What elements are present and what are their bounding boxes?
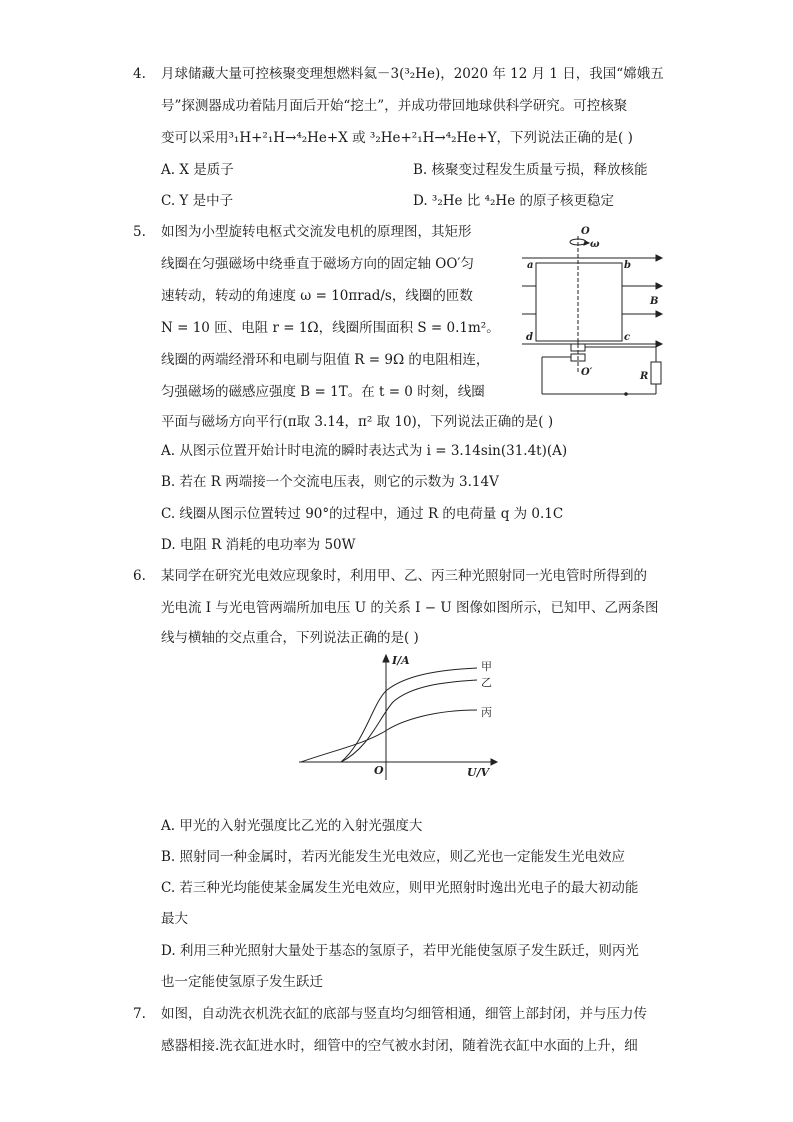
label-a: a xyxy=(527,260,534,271)
q6-line-2: 光电流 I 与光电管两端所加电压 U 的关系 I − U 图像如图所示，已知甲、乙两条图 xyxy=(161,600,659,616)
label-omega: ω xyxy=(590,239,600,250)
q7-line-1: 如图，自动洗衣机洗衣缸的底部与竖直均匀细管相通，细管上部封闭，并与压力传 xyxy=(161,1006,647,1022)
q4-option-d: D. ³₂He 比 ⁴₂He 的原子核更稳定 xyxy=(413,193,614,209)
label-c: c xyxy=(624,332,631,343)
iu-graph xyxy=(295,652,505,784)
q4-option-a: A. X 是质子 xyxy=(161,162,234,178)
label-b: b xyxy=(624,260,631,271)
q6-option-d-line-1: D. 利用三种光照射大量处于基态的氢原子，若甲光能使氢原子发生跃迁，则丙光 xyxy=(161,943,639,959)
curve-jia xyxy=(341,668,477,762)
q5-option-b: B. 若在 R 两端接一个交流电压表，则它的示数为 3.14V xyxy=(161,474,499,490)
label-O-prime: O′ xyxy=(581,367,593,378)
q6-option-c-line-2: 最大 xyxy=(161,911,188,927)
q6-option-c-line-1: C. 若三种光均能使某金属发生光电效应，则甲光照射时逸出光电子的最大初动能 xyxy=(161,880,639,896)
series-label-jia: 甲 xyxy=(481,660,492,673)
q4-line-3: 变可以采用³₁H+²₁H→⁴₂He+X 或 ³₂He+²₁H→⁴₂He+Y，下列说法正确的是( ) xyxy=(161,130,633,146)
q6-option-b: B. 照射同一种金属时，若丙光能发生光电效应，则乙光也一定能发生光电效应 xyxy=(161,849,626,865)
q6-line-3: 线与横轴的交点重合，下列说法正确的是( ) xyxy=(161,630,419,646)
q6-line-1: 某同学在研究光电效应现象时，利用甲、乙、丙三种光照射同一光电管时所得到的 xyxy=(161,568,647,584)
q4-line-1: 月球储藏大量可控核聚变理想燃料氦－3(³₂He)，2020 年 12 月 1 日，我国“嫦娥五 xyxy=(161,66,664,82)
curve-yi xyxy=(341,680,477,762)
q5-line-4: N = 10 匝、电阻 r = 1Ω，线圈所围面积 S = 0.1m²。 xyxy=(161,320,500,336)
series-label-bing: 丙 xyxy=(481,706,492,719)
label-d: d xyxy=(526,332,533,343)
q5-number: 5. xyxy=(133,224,146,240)
q5-line-2: 线圈在匀强磁场中绕垂直于磁场方向的固定轴 OO′匀 xyxy=(161,256,474,272)
label-R: R xyxy=(640,371,649,382)
q5-line-3: 速转动，转动的角速度 ω = 10πrad/s，线圈的匝数 xyxy=(161,288,473,304)
q6-number: 6. xyxy=(133,568,146,584)
q5-line-7: 平面与磁场方向平行(π取 3.14，π² 取 10)，下列说法正确的是( ) xyxy=(161,414,554,430)
q7-number: 7. xyxy=(133,1006,146,1022)
q5-option-d: D. 电阻 R 消耗的电功率为 50W xyxy=(161,537,356,553)
origin-label: O xyxy=(374,764,384,777)
q5-line-6: 匀强磁场的磁感应强度 B = 1T。在 t = 0 时刻，线圈 xyxy=(161,384,485,400)
axis-label-y: I/A xyxy=(392,654,410,667)
q6-option-a: A. 甲光的入射光强度比乙光的入射光强度大 xyxy=(161,818,423,834)
q5-option-c: C. 线圈从图示位置转过 90°的过程中，通过 R 的电荷量 q 为 0.1C xyxy=(161,506,564,522)
q5-option-a: A. 从图示位置开始计时电流的瞬时表达式为 i = 3.14sin(31.4t)(A) xyxy=(161,443,568,459)
label-B-field: B xyxy=(650,296,659,307)
label-O: O xyxy=(581,226,590,237)
q5-line-1: 如图为小型旋转电枢式交流发电机的原理图，其矩形 xyxy=(161,224,472,240)
q4-option-c: C. Y 是中子 xyxy=(161,193,234,209)
q5-line-5: 线圈的两端经滑环和电刷与阻值 R = 9Ω 的电阻相连， xyxy=(161,352,490,368)
curve-bing xyxy=(301,710,477,762)
q7-line-2: 感器相接.洗衣缸进水时，细管中的空气被水封闭，随着洗衣缸中水面的上升，细 xyxy=(161,1038,638,1054)
generator-diagram xyxy=(518,226,664,406)
series-label-yi: 乙 xyxy=(481,676,492,689)
axis-label-x: U/V xyxy=(467,766,490,779)
q4-line-2: 号”探测器成功着陆月面后开始“挖土”，并成功带回地球供科学研究。可控核聚 xyxy=(161,98,628,114)
q4-option-b: B. 核聚变过程发生质量亏损，释放核能 xyxy=(413,162,648,178)
q4-number: 4. xyxy=(133,66,146,82)
q6-option-d-line-2: 也一定能使氢原子发生跃迁 xyxy=(161,974,323,990)
